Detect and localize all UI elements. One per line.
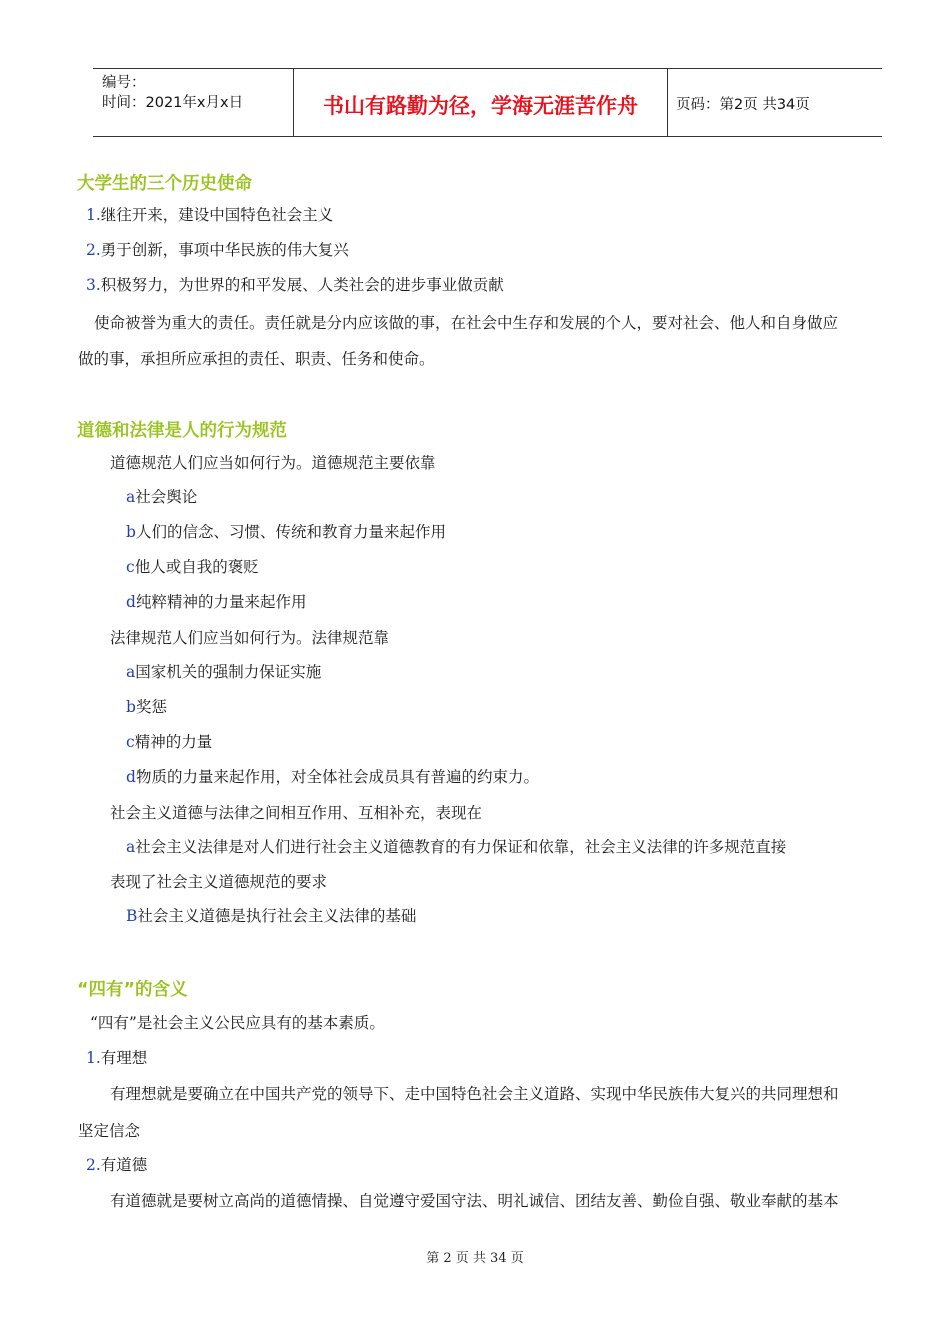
- list-marker: a: [126, 663, 136, 681]
- list-marker: a: [126, 838, 136, 856]
- list-item: [86, 240, 349, 260]
- list-item: [86, 1048, 147, 1068]
- list-item-text: 社会舆论: [135, 488, 198, 506]
- header-table: [93, 68, 882, 137]
- list-marker: d: [126, 768, 136, 786]
- list-item-text: 奖惩: [135, 698, 167, 716]
- paragraph-line: 做的事，承担所应承担的责任、职责、任务和使命。: [78, 350, 435, 368]
- motto: 书山有路勤为径，学海无涯苦作舟: [323, 94, 638, 118]
- four-haves-intro: “四有”是社会主义公民应具有的基本素质。: [90, 1014, 385, 1032]
- list-item: [86, 205, 333, 225]
- list-item-text: 继往开来，建设中国特色社会主义: [100, 206, 334, 224]
- list-marker: 2.: [86, 241, 101, 259]
- list-item-text: 积极努力，为世界的和平发展、人类社会的进步事业做贡献: [100, 276, 504, 294]
- list-item-text: 勇于创新，事项中华民族的伟大复兴: [100, 241, 349, 259]
- list-item: [126, 697, 167, 717]
- paragraph-line: 有理想就是要确立在中国共产党的领导下、走中国特色社会主义道路、实现中华民族伟大复兴的共同理想和: [110, 1085, 839, 1103]
- list-item: [126, 522, 446, 542]
- list-item-text: 国家机关的强制力保证实施: [135, 663, 322, 681]
- list-item-text: 社会主义道德是执行社会主义法律的基础: [137, 907, 417, 925]
- list-item: [126, 487, 197, 507]
- page-footer: 第 2 页 共 34 页: [426, 1251, 524, 1266]
- list-item: [86, 1155, 147, 1175]
- list-marker: 1.: [86, 206, 101, 224]
- list-item-text: 纯粹精神的力量来起作用: [135, 593, 307, 611]
- relation-intro: 社会主义道德与法律之间相互作用、互相补充，表现在: [110, 804, 483, 822]
- header-left-cell: [93, 69, 293, 136]
- list-marker: 2.: [86, 1156, 101, 1174]
- list-item: [126, 837, 786, 857]
- moral-intro: 道德规范人们应当如何行为。道德规范主要依靠: [110, 454, 436, 472]
- paragraph-line: 使命被誉为重大的责任。责任就是分内应该做的事，在社会中生存和发展的个人，要对社会、他人和自身做应: [94, 314, 839, 332]
- list-item: [126, 732, 212, 752]
- list-item: [126, 767, 539, 787]
- list-item: [86, 275, 504, 295]
- list-marker: d: [126, 593, 136, 611]
- list-marker: 3.: [86, 276, 101, 294]
- section-title-missions: 大学生的三个历史使命: [77, 174, 252, 194]
- list-item: [126, 906, 416, 926]
- list-item-text: 有理想: [100, 1049, 148, 1067]
- list-marker: B: [126, 907, 138, 925]
- paragraph-line: 表现了社会主义道德规范的要求: [110, 873, 328, 891]
- document-time-label: 时间：2021年x月x日: [102, 95, 244, 111]
- section-title-four-haves: “四有”的含义: [77, 980, 188, 1000]
- list-marker: b: [126, 698, 136, 716]
- list-item-text: 精神的力量: [134, 733, 213, 751]
- list-item: [126, 592, 306, 612]
- header-motto-cell: [293, 69, 668, 136]
- paragraph-line: 有道德就是要树立高尚的道德情操、自觉遵守爱国守法、明礼诚信、团结友善、勤俭自强、敬业奉献的基本: [110, 1192, 839, 1210]
- list-marker: 1.: [86, 1049, 101, 1067]
- list-item-text: 有道德: [100, 1156, 148, 1174]
- section-title-norms: 道德和法律是人的行为规范: [77, 421, 287, 441]
- list-marker: a: [126, 488, 136, 506]
- list-marker: c: [126, 733, 135, 751]
- list-item-text: 人们的信念、习惯、传统和教育力量来起作用: [135, 523, 446, 541]
- list-item-text: 他人或自我的褒贬: [134, 558, 259, 576]
- list-marker: c: [126, 558, 135, 576]
- page-label: 页码：第2页 共34页: [676, 97, 810, 113]
- header-right-cell: [667, 69, 882, 136]
- law-intro: 法律规范人们应当如何行为。法律规范靠: [110, 629, 390, 647]
- list-item-text: 社会主义法律是对人们进行社会主义道德教育的有力保证和依靠，社会主义法律的许多规范直接: [135, 838, 787, 856]
- document-number-label: 编号：: [102, 75, 146, 91]
- list-item-text: 物质的力量来起作用，对全体社会成员具有普遍的约束力。: [135, 768, 539, 786]
- list-item: [126, 662, 321, 682]
- list-item: [126, 557, 259, 577]
- list-marker: b: [126, 523, 136, 541]
- paragraph-line: 坚定信念: [78, 1122, 141, 1140]
